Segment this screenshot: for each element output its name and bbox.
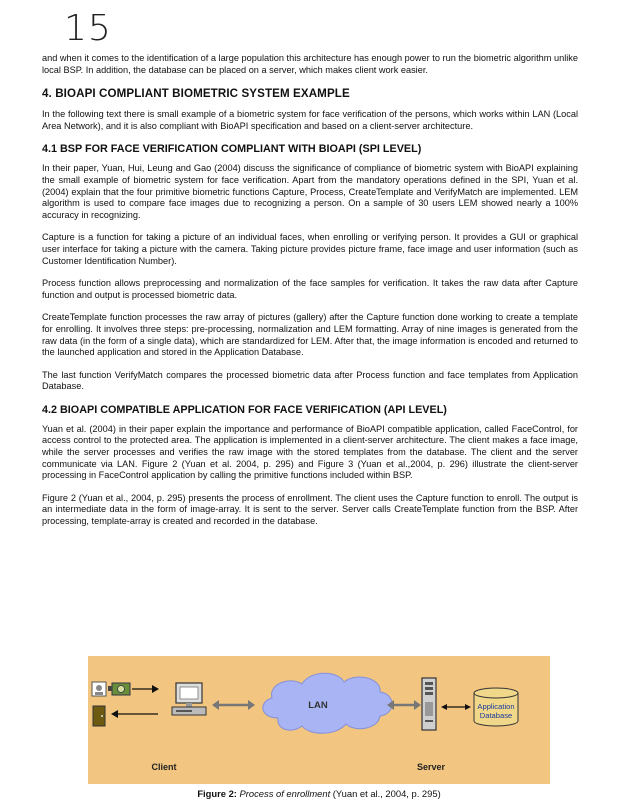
section-4-1-heading: 4.1 BSP FOR FACE VERIFICATION COMPLIANT WITH BIOAPI (SPI LEVEL) — [42, 143, 422, 156]
section-4-1-paragraph: The last function VerifyMatch compares the processed biometric data after Process function and face templates from Application Database. — [42, 369, 578, 392]
enrollment-figure — [88, 656, 550, 784]
section-4-paragraph: In the following text there is small example of a biometric system for face verification of the persons, which works within LAN (Local Area Network), and it is also compliant with BioAPI specification and based on a client-server architecture. — [42, 109, 578, 131]
intro-paragraph: and when it comes to the identification of a large population this architecture has enough power to run the biometric algorithm unlike local BSP. In addition, the database can be placed on a server, which makes client work easier. — [42, 53, 578, 75]
figure-caption-text: Process of enrollment — [239, 788, 331, 799]
lan-server-link-icon — [387, 700, 421, 710]
application-database-icon — [474, 688, 518, 726]
app-db-label-line1: Application — [477, 702, 515, 711]
server-label: Server — [416, 762, 446, 772]
section-4-1-paragraph: In their paper, Yuan, Hui, Leung and Gao (2004) discuss the significance of compliance of biometric system with BioAPI explaining the small example of biometric system for face verification. Apart from the mandatory operations defined in the SPI, Yuan et al. (2004) explain that the four primitive biometric functions Capture, Process, CreateTemplate and VerifyMatch are implemented. LEM algorithm is used to compare face images due to recognizing a person. On a sample of 30 users LEM showed nearly a 100% accuracy in recognizing. — [42, 163, 578, 220]
app-db-label-line2: Database — [479, 711, 513, 720]
server-db-link-icon — [441, 704, 471, 710]
server-tower-icon — [422, 678, 436, 730]
door-icon — [93, 706, 105, 726]
section-4-1-paragraph: Process function allows preprocessing and normalization of the face samples for verification. It takes the raw data after Capture function and output is processed biometric data. — [42, 278, 578, 300]
face-photo-icon — [92, 682, 106, 696]
section-4-2-paragraph: Figure 2 (Yuan et al., 2004, p. 295) presents the process of enrollment. The client uses the Capture function to enroll. The output is an intermediate data in the form of image-array. It is sent to the server. Server calls CreateTemplate function from the BSP. After processing, template-array is created and recorded in the database. — [42, 492, 578, 527]
client-label: Client — [151, 762, 177, 772]
section-4-heading: 4. BIOAPI COMPLIANT BIOMETRIC SYSTEM EXAMPLE — [42, 87, 350, 101]
enrollment-diagram — [88, 656, 550, 784]
lan-label: LAN — [308, 700, 328, 711]
client-computer-icon — [172, 683, 206, 715]
page-number: 15 — [64, 8, 112, 49]
figure-caption — [0, 788, 638, 799]
article-body — [42, 53, 578, 539]
section-4-1-paragraph: Capture is a function for taking a picture of an individual faces, when enrolling or verifying person. It provides a GUI or graphical user interface for taking a picture with the camera. Taking picture provides picture frame, face image and user information (such as Customer Identification Number). — [42, 232, 578, 266]
arrow-left-icon — [111, 710, 158, 718]
arrow-right-icon — [132, 685, 159, 693]
client-lan-link-icon — [212, 700, 255, 710]
section-4-1-paragraph: CreateTemplate function processes the raw array of pictures (gallery) after the Capture function done working to create a template for enrolling. It involves three steps: pre-processing, normalization and LEM formatting. Array of nine images is generated from the raw data (in the form of a single data), which are standardized for LEM. After that, the image information is encoded and returned to the launched application and stored in the Application Database. — [42, 312, 578, 358]
section-4-2-paragraph: Yuan et al. (2004) in their paper explain the importance and performance of BioAPI compatible application, called FaceControl, for access control to the protected area. The application is implemented in a client-server architecture. The client makes a face image, while the server processes and verifies the raw image with the stored templates from the database. The client and the server communicate via LAN. Figure 2 (Yuan et al. 2004, p. 295) and Figure 3 (Yuan et al.,2004, p. 296) illustrate the client-server processing in FaceControl application by calling the primitive functions included within BSP. — [42, 423, 578, 481]
figure-caption-label: Figure 2: — [197, 788, 237, 799]
camera-icon — [108, 683, 130, 695]
section-4-2-heading: 4.2 BIOAPI COMPATIBLE APPLICATION FOR FACE VERIFICATION (API LEVEL) — [42, 403, 447, 416]
lan-cloud-icon — [263, 673, 392, 733]
figure-caption-source: (Yuan et al., 2004, p. 295) — [332, 788, 441, 799]
